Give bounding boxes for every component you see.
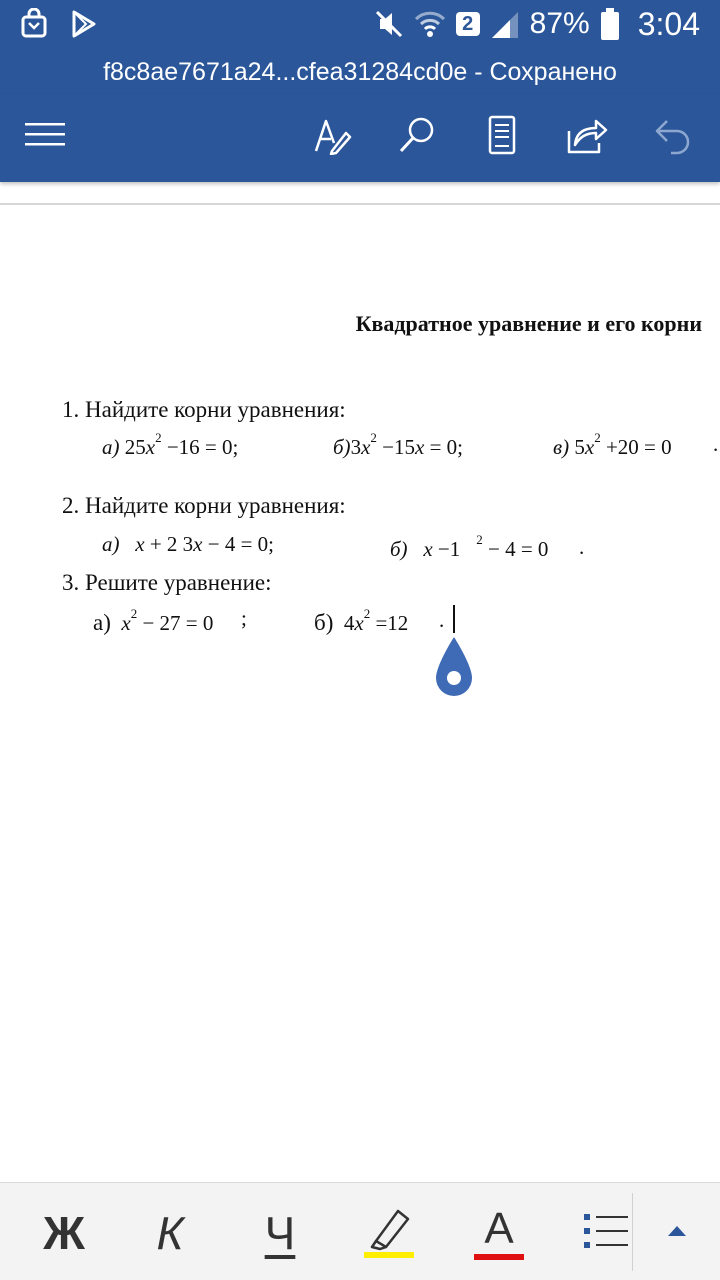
task-1-equation-b: $б)3x^2 -15x = 0$; (333, 430, 463, 459)
text-cursor (453, 605, 455, 633)
wifi-icon (414, 7, 446, 41)
reading-view-button[interactable] (477, 112, 527, 162)
task-3-equation-b: б) $4x^2 =12$ (314, 606, 409, 635)
menu-button[interactable] (20, 112, 70, 162)
signal-icon (490, 8, 520, 40)
play-store-icon (70, 8, 98, 40)
mute-icon (374, 7, 404, 41)
search-button[interactable] (392, 112, 442, 162)
font-color-swatch (474, 1254, 524, 1260)
clock: 3:04 (637, 6, 700, 42)
font-color-letter: A (484, 1204, 514, 1253)
task-3-heading: 3. Решите уравнение: (62, 570, 272, 595)
menu-icon (23, 120, 67, 155)
share-button[interactable] (562, 112, 612, 162)
search-icon (397, 115, 437, 160)
battery-icon (600, 7, 620, 41)
undo-icon (653, 115, 693, 160)
font-color-button[interactable] (472, 1203, 526, 1263)
cursor-handle[interactable] (435, 637, 473, 697)
battery-percent: 87% (529, 7, 590, 40)
format-bar-divider (632, 1193, 633, 1271)
task-3-equation-a: а) $x^2 - 27 = 0$ (93, 606, 214, 635)
bullet-list-icon (582, 1211, 630, 1256)
undo-button[interactable] (648, 112, 698, 162)
share-icon (566, 115, 608, 160)
task-2-heading: 2. Найдите корни уравнения: (62, 493, 346, 518)
highlight-button[interactable] (362, 1203, 416, 1263)
task-3-equation-a-semicolon: ; (241, 606, 247, 630)
task-1-equation-c-period: . (713, 432, 719, 456)
edit-icon (312, 115, 352, 160)
task-2-equation-b-period: . (579, 535, 585, 559)
task-1-equation-c: в) $5x^2 +20 = 0$ (553, 430, 672, 459)
format-bar (0, 1182, 720, 1280)
edit-button[interactable] (307, 112, 357, 162)
bullets-button[interactable] (580, 1203, 632, 1263)
task-2-equation-b: б) x −1 $^2$ − 4 = 0 (390, 532, 549, 561)
task-2-equation-a: а) x + 2 3x − 4 = 0; (102, 532, 275, 556)
sim-badge: 2 (456, 12, 480, 36)
reading-view-icon (486, 115, 518, 160)
caret-up-icon (667, 1224, 687, 1242)
document-page[interactable] (0, 205, 720, 1180)
app-toolbar (0, 94, 720, 182)
highlighter-icon (362, 1203, 416, 1264)
bag-icon (20, 8, 48, 40)
italic-button[interactable]: К (156, 1207, 184, 1259)
bold-button[interactable]: Ж (43, 1207, 85, 1259)
expand-ribbon-button[interactable] (660, 1203, 694, 1263)
task-3-equation-b-period: . (439, 608, 445, 632)
underline-button[interactable]: Ч (264, 1207, 296, 1259)
task-1-heading: 1. Найдите корни уравнения: (62, 397, 346, 422)
task-1-equation-a: а) $25x^2 -16 = 0$; (102, 430, 239, 459)
highlight-color-swatch (364, 1252, 414, 1258)
status-bar (0, 0, 720, 50)
document-heading: Квадратное уравнение и его корни (355, 311, 702, 336)
document-title-bar[interactable]: f8c8ae7671a24...cfea31284cd0e - Сохранено (0, 50, 720, 94)
